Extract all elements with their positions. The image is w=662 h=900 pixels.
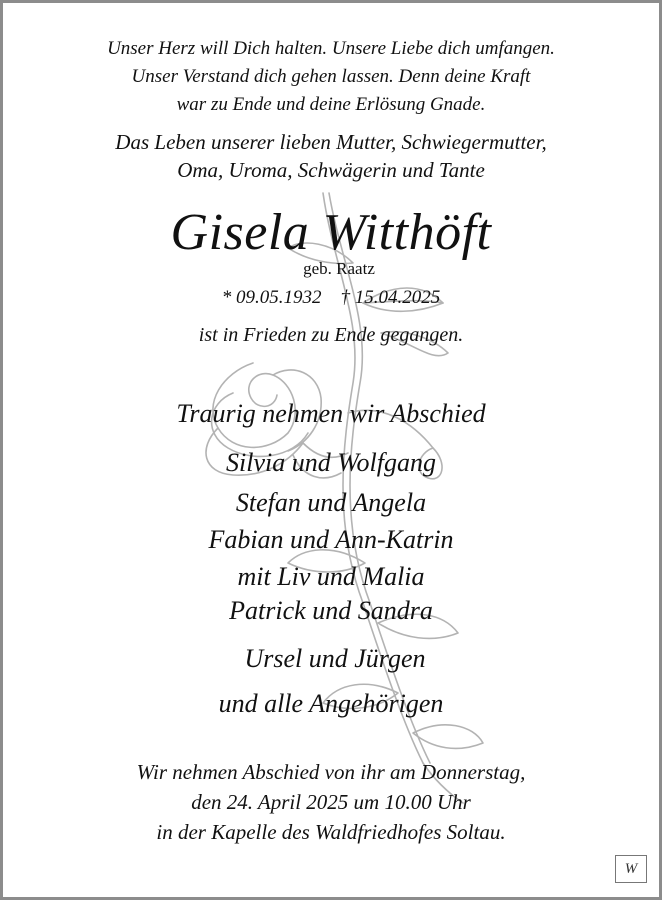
mourners-line: Traurig nehmen wir Abschied [176, 399, 486, 428]
service-line: den 24. April 2025 um 10.00 Uhr [191, 790, 471, 814]
service-line: in der Kapelle des Waldfriedhofes Soltau. [156, 820, 506, 844]
intro-line: Das Leben unserer lieben Mutter, Schwiegermutter, [115, 130, 547, 154]
mourners-line: Fabian und Ann-Katrin [208, 525, 454, 554]
publisher-logo-mark: W [624, 860, 638, 877]
poem-line: war zu Ende und deine Erlösung Gnade. [176, 94, 486, 115]
mourners-line: Silvia und Wolfgang [226, 448, 436, 477]
mourners-line: Stefan und Angela [235, 488, 427, 517]
poem-line: Unser Herz will Dich halten. Unsere Liebe dich umfangen. [107, 38, 555, 59]
service-line: Wir nehmen Abschied von ihr am Donnerstag, [136, 760, 526, 784]
passed-away-text: ist in Frieden zu Ende gegangen. [198, 324, 464, 346]
publisher-logo [615, 855, 647, 883]
mourners-line: Ursel und Jürgen [244, 644, 426, 673]
mourners-line: und alle Angehörigen [218, 689, 444, 718]
deceased-name: Gisela Witthöft [170, 204, 492, 261]
mourners-line: Patrick und Sandra [229, 596, 433, 625]
life-dates: * 09.05.1932 † 15.04.2025 [221, 287, 441, 308]
intro-line: Oma, Uroma, Schwägerin und Tante [177, 158, 485, 182]
mourners-line: mit Liv und Malia [237, 562, 425, 591]
birth-name: geb. Raatz [303, 259, 375, 278]
poem-line: Unser Verstand dich gehen lassen. Denn deine Kraft [131, 66, 531, 87]
